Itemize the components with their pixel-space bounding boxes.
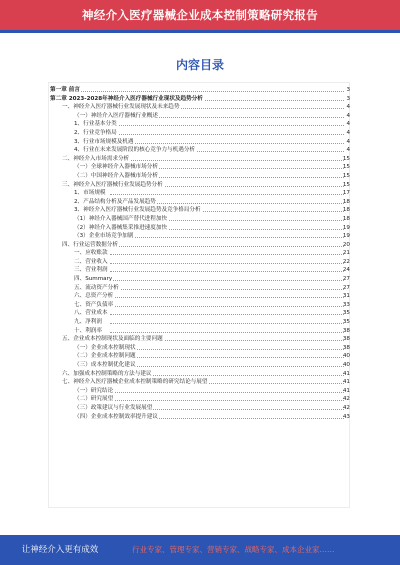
- toc-entry[interactable]: [50, 103, 352, 112]
- toc-entry-page: 41: [342, 370, 350, 377]
- toc-entry-page: 3: [346, 95, 350, 102]
- toc-leader-dots: [110, 143, 344, 144]
- toc-entry[interactable]: [50, 378, 352, 387]
- toc-entry-page: 40: [342, 362, 350, 368]
- toc-entry[interactable]: [50, 344, 352, 353]
- toc-entry-label: （三）成本控制优化建议: [74, 362, 136, 368]
- toc-entry[interactable]: [50, 232, 352, 241]
- toc-leader-dots: [110, 332, 344, 333]
- toc-entry-label: 七、神经介入医疗器械企业成本控制策略的研究结论与展望: [62, 379, 208, 386]
- toc-entry[interactable]: [50, 86, 352, 95]
- footer-slogan: 让神经介入更有成效: [21, 545, 99, 555]
- toc-entry[interactable]: [50, 284, 352, 293]
- toc-entry-page: 18: [342, 198, 350, 205]
- toc-entry-page: 4: [346, 147, 350, 154]
- toc-leader-dots: [110, 254, 344, 255]
- toc-entry[interactable]: [50, 198, 352, 207]
- toc-leader-dots: [110, 280, 344, 281]
- toc-entry[interactable]: [50, 413, 352, 422]
- toc-entry-label: （三）政策建议与行业发展展望: [74, 404, 153, 411]
- toc-leader-dots: [110, 263, 344, 264]
- toc-leader-dots: [110, 271, 344, 272]
- toc-leader-dots: [110, 392, 344, 393]
- toc-entry-page: 35: [342, 310, 350, 317]
- toc-entry-label: （一）神经介入医疗器械行业概述: [74, 112, 158, 119]
- toc-entry[interactable]: [50, 309, 352, 318]
- toc-entry-page: 27: [342, 276, 350, 283]
- toc-entry-page: 21: [342, 250, 350, 257]
- toc-leader-dots: [110, 194, 344, 195]
- toc-entry[interactable]: [50, 292, 352, 301]
- toc-leader-dots: [110, 237, 344, 238]
- toc-entry-page: 41: [342, 379, 350, 386]
- toc-entry-label: （一）企业成本控制现状: [74, 344, 136, 351]
- toc-entry-label: 第二章 2023-2028年神经介入医疗器械行业现状及趋势分析: [50, 95, 203, 102]
- toc-leader-dots: [90, 246, 344, 247]
- toc-leader-dots: [110, 134, 344, 135]
- toc-entry-page: 33: [342, 301, 350, 308]
- toc-entry-label: 三、神经介入医疗器械行业发展趋势分析: [62, 181, 163, 188]
- toc-entry-label: 四、Summary: [74, 276, 113, 283]
- toc-entry-page: 3: [346, 87, 350, 93]
- toc-entry-label: （二）企业成本控制问题: [74, 353, 136, 360]
- toc-entry[interactable]: [50, 95, 352, 104]
- toc-entry-page: 4: [346, 129, 350, 136]
- toc-entry-label: （3）企业市场竞争加剧: [74, 233, 134, 240]
- toc-entry[interactable]: [50, 266, 352, 275]
- toc-entry-page: 31: [342, 293, 350, 300]
- toc-entry[interactable]: [50, 138, 352, 147]
- toc-entry-page: 15: [342, 155, 350, 162]
- toc-list: [50, 86, 352, 421]
- toc-entry[interactable]: [50, 275, 352, 284]
- footer-tagline: 行业专家、管理专家、营销专家、战略专家、成本企业家……: [132, 545, 335, 554]
- toc-entry-page: 20: [342, 241, 350, 248]
- toc-leader-dots: [110, 314, 344, 315]
- toc-entry[interactable]: [50, 370, 352, 379]
- toc-entry-page: 42: [342, 396, 350, 403]
- toc-entry-label: 五、企业成本控制现状及面临的主要问题: [62, 336, 163, 343]
- toc-entry-page: 18: [342, 207, 350, 214]
- toc-entry[interactable]: [50, 172, 352, 181]
- toc-entry[interactable]: [50, 361, 352, 370]
- toc-entry-page: 40: [342, 353, 350, 360]
- toc-entry[interactable]: [50, 181, 352, 190]
- toc-entry-label: 五、流动资产分析: [74, 284, 119, 291]
- toc-entry-label: （一）研究结论: [74, 387, 114, 394]
- toc-entry[interactable]: [50, 155, 352, 164]
- toc-entry-label: 十、利润率: [74, 327, 102, 334]
- toc-entry-label: （一）全球神经介入器械市场分析: [74, 164, 158, 171]
- toc-entry[interactable]: [50, 249, 352, 258]
- toc-entry-label: 六、加强成本控制策略的方法与建议: [62, 370, 152, 377]
- toc-entry-label: （四）企业成本控制效率提升建议: [74, 413, 158, 420]
- toc-entry-page: 43: [342, 413, 350, 420]
- toc-entry-label: 1、市场规模: [74, 190, 106, 197]
- toc-entry-label: 3、行业市场规模及机遇: [74, 138, 134, 145]
- toc-entry[interactable]: [50, 146, 352, 155]
- toc-leader-dots: [110, 289, 344, 290]
- toc-entry[interactable]: [50, 112, 352, 121]
- toc-leader-dots: [110, 366, 344, 367]
- toc-entry-label: 三、营业利润: [74, 267, 108, 274]
- toc-entry-label: 4、行业在未来发展阶段的核心竞争力与机遇分析: [74, 147, 196, 154]
- toc-entry-page: 4: [346, 104, 350, 111]
- toc-entry-page: 38: [342, 336, 350, 343]
- toc-entry-label: 3、神经介入医疗器械行业发展趋势及竞争格局分析: [74, 207, 201, 214]
- toc-entry-page: 42: [342, 404, 350, 411]
- toc-leader-dots: [70, 91, 344, 92]
- toc-entry[interactable]: [50, 387, 352, 396]
- toc-entry-label: 一、神经介入医疗器械行业发展现状及未来趋势: [62, 104, 180, 111]
- toc-entry[interactable]: [50, 163, 352, 172]
- toc-leader-dots: [110, 323, 344, 324]
- toc-entry-label: （二）中国神经介入器械市场分析: [74, 172, 158, 179]
- toc-entry-label: 1、行业基本分类: [74, 121, 117, 128]
- toc-entry-page: 15: [342, 164, 350, 171]
- toc-entry-page: 15: [342, 181, 350, 188]
- toc-entry[interactable]: [50, 404, 352, 413]
- toc-entry-page: 41: [342, 387, 350, 394]
- toc-entry-page: 35: [342, 319, 350, 326]
- toc-entry-label: （1）神经介入器械国产替代进程加快: [74, 215, 168, 222]
- toc-entry-label: 一、应收账款: [74, 250, 108, 257]
- toc-entry-label: 二、营业收入: [74, 258, 108, 265]
- toc-entry[interactable]: [50, 301, 352, 310]
- toc-entry-label: 九、净利润: [74, 319, 102, 326]
- toc-entry[interactable]: [50, 224, 352, 233]
- toc-leader-dots: [110, 357, 344, 358]
- toc-entry-page: 19: [342, 233, 350, 240]
- toc-entry[interactable]: [50, 215, 352, 224]
- toc-leader-dots: [110, 306, 344, 307]
- toc-entry-label: （2）神经介入器械集采推进速度加快: [74, 224, 168, 231]
- toc-leader-dots: [110, 349, 344, 350]
- toc-entry[interactable]: [50, 129, 352, 138]
- toc-entry[interactable]: [50, 241, 352, 250]
- toc-entry-label: 七、资产负债率: [74, 301, 114, 308]
- toc-entry[interactable]: [50, 327, 352, 336]
- toc-entry-page: 15: [342, 172, 350, 179]
- toc-leader-dots: [110, 400, 344, 401]
- toc-entry-label: 四、行业运营数据分析: [62, 241, 118, 248]
- toc-entry-page: 18: [342, 215, 350, 222]
- report-title: 神经介入医疗器械企业成本控制策略研究报告: [82, 8, 318, 22]
- toc-entry-page: 17: [342, 190, 350, 197]
- toc-entry-label: （二）研究展望: [74, 396, 114, 403]
- toc-entry[interactable]: [50, 206, 352, 215]
- toc-entry-page: 4: [346, 112, 350, 119]
- toc-entry-label: 2、行业竞争格局: [74, 129, 117, 136]
- toc-entry-label: 第一章 前言: [50, 87, 80, 93]
- toc-entry[interactable]: [50, 318, 352, 327]
- header-stripe: [0, 30, 400, 33]
- toc-entry-page: 19: [342, 224, 350, 231]
- toc-entry-label: 六、总资产分析: [74, 293, 114, 300]
- toc-entry-label: 2、产品结构分析及产品发展趋势: [74, 198, 156, 205]
- toc-entry[interactable]: [50, 120, 352, 129]
- toc-entry[interactable]: [50, 258, 352, 267]
- toc-entry-page: 4: [346, 121, 350, 128]
- toc-entry-page: 27: [342, 284, 350, 291]
- toc-entry[interactable]: [50, 189, 352, 198]
- toc-entry-label: 二、神经介入市场需求分析: [62, 155, 130, 162]
- toc-entry-page: 22: [342, 258, 350, 265]
- toc-title: 内容目录: [175, 58, 224, 72]
- toc-entry[interactable]: [50, 335, 352, 344]
- toc-entry-page: 38: [342, 344, 350, 351]
- toc-entry[interactable]: [50, 352, 352, 361]
- toc-entry-page: 4: [346, 138, 350, 145]
- toc-entry-page: 38: [342, 327, 350, 334]
- toc-entry-page: 24: [342, 267, 350, 274]
- toc-entry[interactable]: [50, 395, 352, 404]
- toc-leader-dots: [110, 297, 344, 298]
- toc-entry-label: 八、营业成本: [74, 310, 108, 317]
- toc-leader-dots: [110, 125, 344, 126]
